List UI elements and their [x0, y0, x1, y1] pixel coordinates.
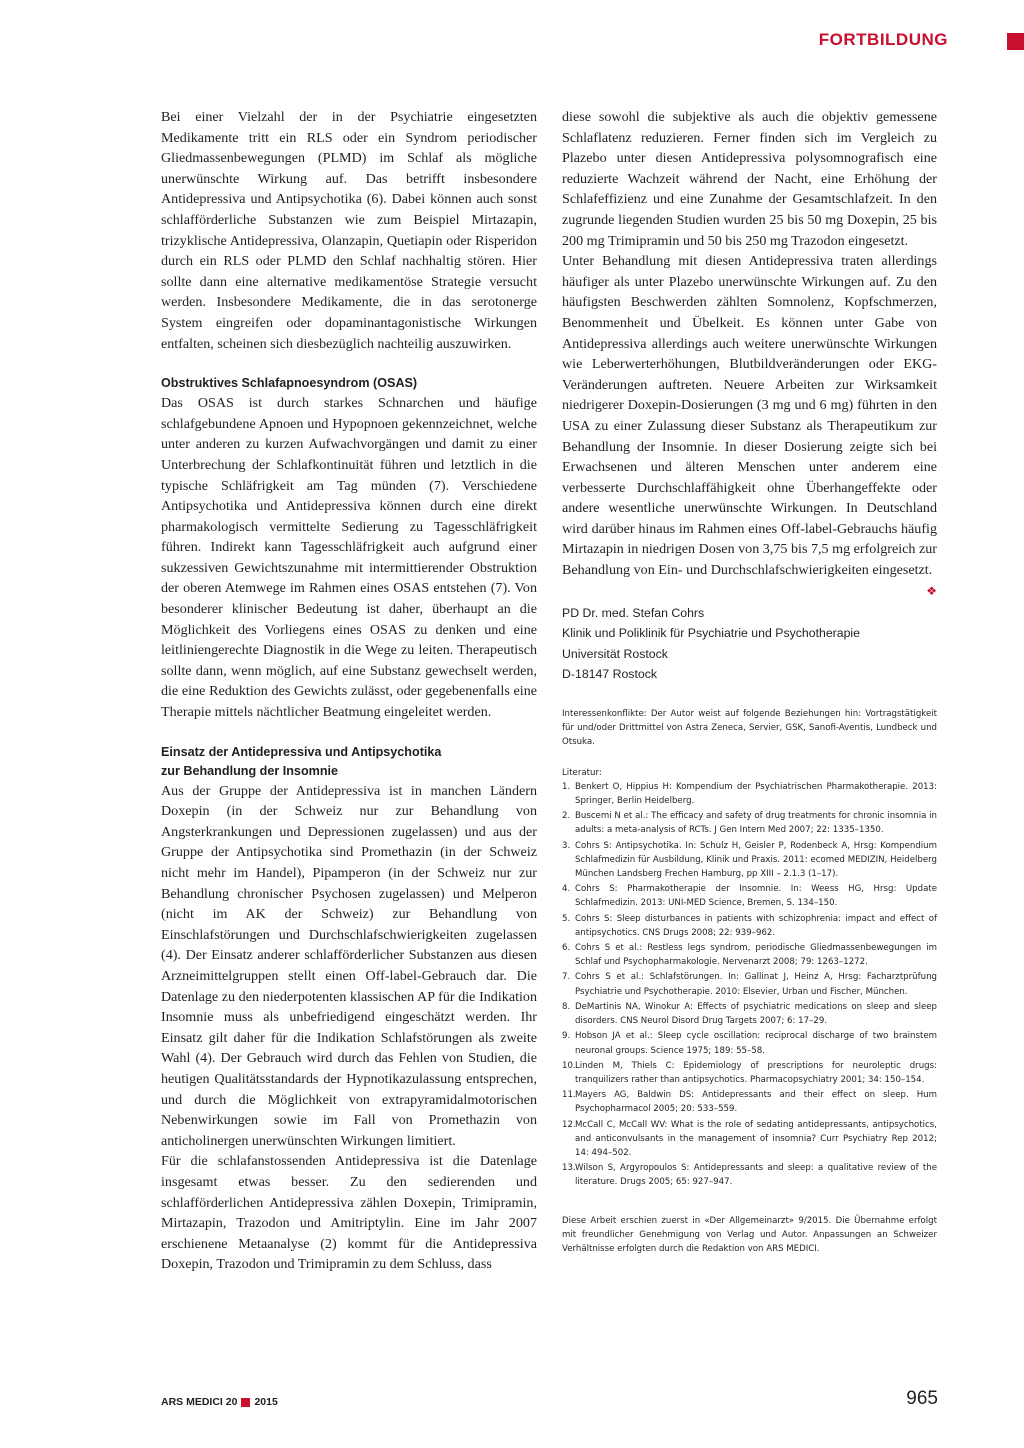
header-accent-square — [1007, 33, 1024, 50]
author-clinic: Klinik und Poliklinik für Psychiatrie und Psychotherapie — [562, 626, 861, 641]
publication-note: Diese Arbeit erschien zuerst in «Der Allgemeinarzt» 9/2015. Die Übernahme erfolgt mit freundlicher Genehmigung von Verlag und Autor. Anpassungen an Schweizer Verhältnisse erfolgten durch die Redaktion von ARS MEDICI. — [562, 1215, 937, 1254]
reference-item — [562, 809, 937, 837]
reference-text: Cohrs S: Sleep disturbances in patients with schizophrenia: impact and effect of antipsychotics. CNS Drugs 2008; 22: 939–962. — [575, 913, 937, 938]
reference-text: DeMartinis NA, Winokur A: Effects of psychiatric medications on sleep and sleep disorders. CNS Neurol Disord Drug Targets 2007; 6: 17–29. — [575, 1001, 937, 1027]
reference-item — [562, 912, 937, 940]
reference-text: Buscemi N et al.: The efficacy and safety of drug treatments for chronic insomnia in adults: a meta-analysis of RCTs. J Gen Intern Med 2007; 22: 1335–1350. — [575, 811, 937, 836]
reference-number: 10. — [562, 1060, 576, 1071]
author-name: PD Dr. med. Stefan Cohrs — [562, 605, 705, 620]
reference-text: Cohrs S et al.: Schlafstörungen. In: Gallinat J, Heinz A, Hrsg: Facharztprüfung Psychiatrie und Psychotherapie. 2010: Elsevier, Urban und Fischer, München. — [575, 972, 937, 997]
paragraph-rls: Bei einer Vielzahl der in der Psychiatrie eingesetzten Medikamente tritt ein RLS oder ein Syndrom periodischer Gliedmassenbewegungen (PLMD) im Schlaf als mögliche unerwünschte Wirkung auf. Das betrifft insbesondere Antidepressiva und Antipsychotika (6). Dabei können auch sonst schlafförderliche Substanzen wie zum Beispiel Mirtazapin, trizyklische Antidepressiva, Olanzapin, Quetiapin oder Risperidon durch ein RLS oder PLMD den Schlaf nachhaltig stören. Hier sollte dann eine alternative medikamentöse Strategie versucht werden. Insbesondere Medikamente, die in das serotonerge System eingreifen oder dopaminantagonistische Wirkungen entfalten, scheinen sich diesbezüglich nachteilig auszuwirken. — [161, 109, 537, 352]
reference-item — [562, 1000, 937, 1028]
heading-einsatz-line2: zur Behandlung der Insomnie — [161, 763, 339, 778]
reference-item — [562, 970, 937, 998]
reference-number: 7. — [562, 972, 571, 983]
references-list — [562, 780, 937, 1190]
reference-item — [562, 1088, 937, 1116]
right-column — [562, 107, 937, 1256]
author-block — [562, 603, 937, 685]
reference-item — [562, 780, 937, 808]
paragraph-datenlage: Für die schlafanstossenden Antidepressiva ist die Datenlage insgesamt etwas besser. Zu den sedierenden und schlafförderlichen Antidepressiva zählen Doxepin, Trimipramin, Mirtazapin, Trazodon und Amitriptylin. Eine im Jahr 2007 erschienene Metaanalyse (2) kommt für die Antidepressiva Doxepin, Trazodon und Trimipramin zu dem Schluss, dass — [161, 1153, 537, 1273]
heading-einsatz — [161, 743, 537, 781]
reference-number: 1. — [562, 781, 571, 792]
reference-text: McCall C, McCall WV: What is the role of sedating antidepressants, antipsychotics, and anticonvulsants in the management of insomnia? Curr Psychiatry Rep 2012; 14: 494–502. — [575, 1119, 937, 1158]
page-number: 965 — [906, 1388, 938, 1409]
paragraph-schlaflatenz: diese sowohl die subjektive als auch die objektiv gemessene Schlaflatenz reduzieren. Ferner finden sich im Vergleich zu Plazebo unter diesen Antidepressiva polysomnografisch eine reduzierte Wachzeit während der Nacht, eine Erhöhung der Schlafeffizienz und eine Zunahme der Gesamtschlafzeit. In den zugrunde liegenden Studien wurden 25 bis 50 mg Doxepin, 25 bis 200 mg Trimipramin und 50 bis 250 mg Trazodon eingesetzt. — [562, 109, 937, 249]
footer-journal-name: ARS MEDICI 20 — [161, 1396, 238, 1408]
paragraph-einsatz: Aus der Gruppe der Antidepressiva ist in manchen Ländern Doxepin (in der Schweiz nur zur Behandlung von Angsterkrankungen und Depressionen zugelassen) und aus der Gruppe der Antipsychotika sind Promethazin (in der Schweiz nicht mehr im Handel), Pipamperon (in der Schweiz nur zur Behandlung chronischer Psychosen zugelassen) und Melperon (nicht im AK der Schweiz) zur Behandlung von Einschlafstörungen und Durchschlafschwierigkeiten zugelassen (4). Der Einsatz anderer schlafförderlicher Substanzen aus diesen Arzneimittelgruppen stellt einen Off-label-Gebrauch dar. Die Datenlage zu den niederpotenten klassischen AP für die Indikation Insomnie muss als unbefriedigend eingeschätzt werden. Ihr Einsatz gilt daher für die Indikation Schlafstörungen als zweite Wahl (4). Der Gebrauch wird durch das Fehlen von Studien, die heutigen Qualitätsstandards der Hypnotikazulassung entsprechen, und durch die Möglichkeit von extrapyramidalmotorischen Nebenwirkungen sowie im Fall von Promethazin von anticholinergen unerwünschten Wirkungen limitiert. — [161, 782, 537, 1149]
reference-number: 3. — [562, 840, 571, 851]
heading-einsatz-line1: Einsatz der Antidepressiva und Antipsychotika — [161, 744, 442, 759]
reference-text: Linden M, Thiels C: Epidemiology of prescriptions for neuroleptic drugs: tranquilizers rather than antipsychotics. Pharmacopsychiatry 2001; 34: 150–154. — [575, 1060, 937, 1085]
reference-number: 5. — [562, 913, 571, 924]
reference-item — [562, 1029, 937, 1057]
end-mark-icon: ❖ — [926, 583, 937, 598]
reference-number: 8. — [562, 1001, 571, 1012]
footer-square-icon — [241, 1398, 250, 1407]
reference-item — [562, 1161, 937, 1189]
author-university: Universität Rostock — [562, 646, 668, 661]
reference-number: 6. — [562, 943, 571, 954]
reference-number: 11. — [562, 1090, 576, 1101]
references-title: Literatur: — [562, 767, 602, 778]
footer-journal — [161, 1396, 278, 1408]
reference-text: Cohrs S: Pharmakotherapie der Insomnie. In: Weess HG, Hrsg: Update Schlafmedizin. 2013: UNI-MED Science, Bremen, S. 134–150. — [575, 884, 937, 909]
footer-year: 2015 — [254, 1396, 278, 1408]
heading-osas: Obstruktives Schlafapnoesyndrom (OSAS) — [161, 376, 418, 391]
reference-number: 9. — [562, 1031, 571, 1042]
reference-text: Wilson S, Argyropoulos S: Antidepressants and sleep: a qualitative review of the literature. Drugs 2005; 65: 927–947. — [575, 1163, 937, 1188]
reference-text: Mayers AG, Baldwin DS: Antidepressants and their effect on sleep. Hum Psychopharmacol 2005; 20: 533–559. — [575, 1090, 937, 1115]
reference-text: Hobson JA et al.: Sleep cycle oscillation: reciprocal discharge of two brainstem neuronal groups. Science 1975; 189: 55–58. — [575, 1031, 937, 1056]
reference-text: Cohrs S: Antipsychotika. In: Schulz H, Geisler P, Rodenbeck A, Hrsg: Kompendium Schlafmedizin für Ausbildung, Klinik und Praxis. 2011: ecomed MEDIZIN, Heidelberg München Landsberg Frechen Hamburg, pp XIII – 2.1.3 (1–17). — [575, 840, 937, 880]
left-column — [161, 107, 537, 1275]
reference-text: Benkert O, Hippius H: Kompendium der Psychiatrischen Pharmakotherapie. 2013: Springer, Berlin Heidelberg. — [575, 781, 937, 807]
reference-number: 13. — [562, 1163, 576, 1174]
reference-text: Cohrs S et al.: Restless legs syndrom, periodische Gliedmassenbewegungen im Schlaf und Psychopharmakologie. Nervenarzt 2008; 79: 1263–1272. — [575, 943, 937, 968]
paragraph-nebenwirkungen — [562, 251, 937, 598]
paragraph-osas: Das OSAS ist durch starkes Schnarchen und häufige schlafgebundene Apnoen und Hypopnoen gekennzeichnet, welche unter anderen zu kurzen Aufwachvorgängen und damit zu einer Unterbrechung der Schlafkontinuität führen und letztlich in die typische Schläfrigkeit am Tag münden (7). Verschiedene Antipsychotika und Antidepressiva können durch eine direkt pharmakologisch vermittelte Sedierung zu Tagesschläfrigkeit führen. Indirekt kann Tagesschläfrigkeit auch aufgrund einer sukzessiven Gewichtszunahme mit intermittierender Obstruktion der oberen Atemwege im Rahmen eines OSAS entstehen (7). Von besonderer klinischer Bedeutung ist daher, überhaupt an die Möglichkeit des Vorliegens eines OSAS zu denken und eine leitliniengerechte Diagnostik in die Wege zu leiten. Therapeutisch sollte dann, wenn möglich, auf eine Substanz gewechselt werden, die eine Reduktion des Gewichts zulässt, oder gegebenenfalls eine Therapie mittels nächtlicher Beatmung eingeleitet werden. — [161, 395, 537, 721]
reference-item — [562, 839, 937, 882]
author-city: D-18147 Rostock — [562, 667, 658, 682]
reference-item — [562, 882, 937, 910]
conflict-of-interest: Interessenkonflikte: Der Autor weist auf folgende Beziehungen hin: Vortragstätigkeit für und/oder Drittmittel von Astra Zeneca, Servier, GSK, Sanofi-Aventis, Lundbeck und Otsuka. — [562, 709, 937, 748]
paragraph-nebenwirkungen-text: Unter Behandlung mit diesen Antidepressiva traten allerdings häufiger als unter Plazebo unerwünschte Wirkungen auf. Zu den häufigsten Beschwerden zählten Somnolenz, Kopfschmerzen, Benommenheit und Übelkeit. Es können unter Gabe von Antidepressiva allerdings auch weitere unerwünschte Wirkungen wie Leberwerterhöhungen, Blutbildveränderungen oder EKG-Veränderungen auftreten. Neuere Arbeiten zur Wirksamkeit niedrigerer Doxepin-Dosierungen (3 mg und 6 mg) führten in den USA zu einer Zulassung dieser Substanz als Therapeutikum zur Behandlung der Insomnie. In dieser Dosierung zeigte sich bei Erwachsenen und älteren Menschen unter anderem eine verbesserte Durchschlaffähigkeit ohne Überhangeffekte oder andere wesentliche unerwünschte Wirkungen. In Deutschland wird darüber hinaus im Rahmen eines Off-label-Gebrauchs häufig Mirtazapin in niedrigen Dosen von 3,75 bis 7,5 mg erfolgreich zur Behandlung von Ein- und Durchschlafschwierigkeiten eingesetzt. — [562, 253, 937, 579]
section-header: FORTBILDUNG — [818, 30, 948, 49]
reference-item — [562, 1118, 937, 1161]
reference-item — [562, 1059, 937, 1087]
reference-number: 12. — [562, 1119, 576, 1130]
reference-number: 2. — [562, 811, 571, 822]
reference-item — [562, 941, 937, 969]
reference-number: 4. — [562, 884, 571, 895]
